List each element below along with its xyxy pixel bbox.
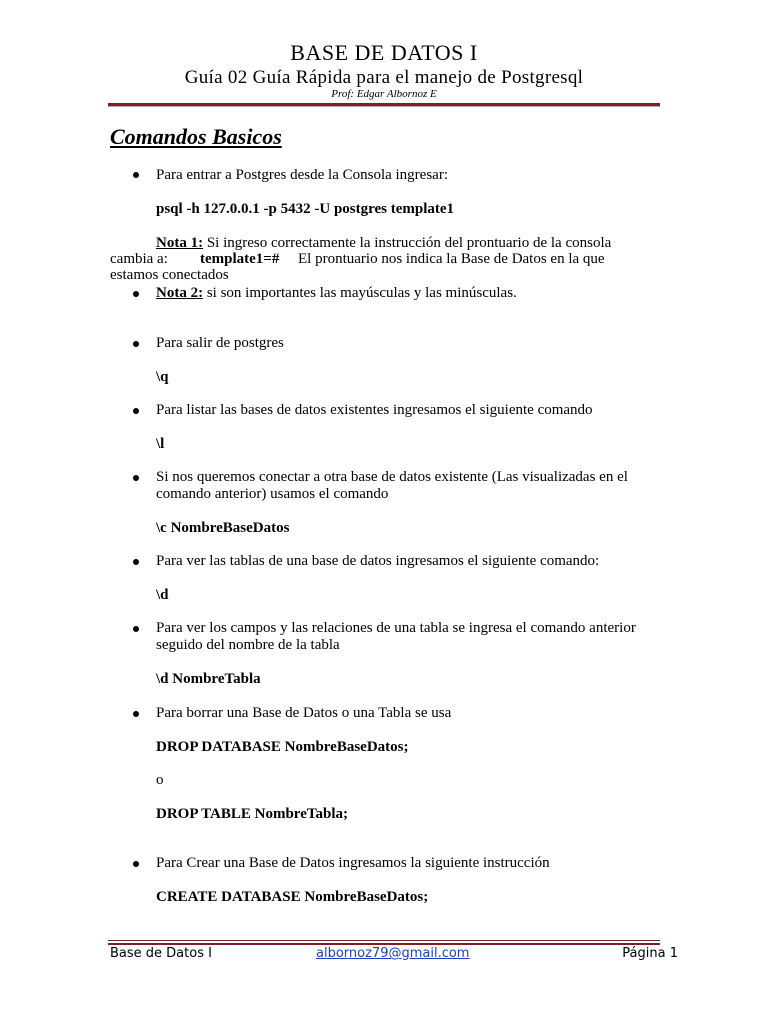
bullet: [133, 172, 139, 178]
item-salir: Para salir de postgres: [156, 335, 284, 351]
item-borrar: Para borrar una Base de Datos o una Tabla se usa: [156, 705, 452, 721]
professor-name: Prof: Edgar Albornoz E: [331, 88, 437, 100]
item-or: o: [156, 772, 164, 788]
item-conectar-line2: comando anterior) usamos el comando: [156, 486, 389, 502]
nota2: [156, 285, 517, 302]
item-campos-line1: Para ver los campos y las relaciones de una tabla se ingresa el comando anterior: [156, 620, 636, 636]
item-entrar: Para entrar a Postgres desde la Consola ingresar:: [156, 167, 448, 183]
command-list: \l: [156, 436, 165, 452]
footer-page-number: Página 1: [622, 946, 678, 961]
command-psql: psql -h 127.0.0.1 -p 5432 -U postgres template1: [156, 201, 455, 217]
bullet: [133, 559, 139, 565]
nota2-text: si son importantes las mayúsculas y las minúsculas.: [203, 285, 517, 301]
section-title: Comandos Basicos: [110, 124, 282, 149]
bullet: [133, 408, 139, 414]
nota1-line2b: El prontuario nos indica la Base de Datos en la que: [298, 251, 605, 267]
nota1-line1: [156, 235, 611, 252]
command-describe: \d: [156, 587, 169, 603]
bullet: [133, 341, 139, 347]
bullet: [133, 626, 139, 632]
bullet: [133, 861, 139, 867]
command-quit: \q: [156, 369, 169, 385]
nota2-label: Nota 2:: [156, 285, 204, 301]
command-drop-database: DROP DATABASE NombreBaseDatos;: [156, 739, 409, 755]
nota1-text: Si ingreso correctamente la instrucción del prontuario de la consola: [203, 235, 612, 251]
document-subtitle: Guía 02 Guía Rápida para el manejo de Postgresql: [184, 67, 584, 88]
nota1-prompt: template1=#: [200, 251, 280, 267]
nota1-line3: estamos conectados: [110, 267, 229, 283]
bullet: [133, 711, 139, 717]
command-connect: \c NombreBaseDatos: [156, 520, 290, 536]
item-conectar-line1: Si nos queremos conectar a otra base de datos existente (Las visualizadas en el: [156, 469, 628, 485]
item-campos-line2: seguido del nombre de la tabla: [156, 637, 340, 653]
footer-rule: [108, 940, 660, 941]
nota1-label: Nota 1:: [156, 235, 204, 251]
bullet: [133, 291, 139, 297]
item-tablas: Para ver las tablas de una base de datos ingresamos el siguiente comando:: [156, 553, 600, 569]
header-rule: [108, 103, 660, 107]
item-listar: Para listar las bases de datos existentes ingresamos el siguiente comando: [156, 402, 593, 418]
nota1-line2a: cambia a:: [110, 251, 168, 267]
bullet: [133, 475, 139, 481]
item-crear: Para Crear una Base de Datos ingresamos la siguiente instrucción: [156, 855, 550, 871]
command-create-database: CREATE DATABASE NombreBaseDatos;: [156, 889, 429, 905]
footer-course: Base de Datos I: [110, 946, 212, 961]
command-describe-table: \d NombreTabla: [156, 671, 261, 687]
command-drop-table: DROP TABLE NombreTabla;: [156, 806, 348, 822]
footer-email-link[interactable]: albornoz79@gmail.com: [316, 946, 470, 961]
footer-rule-thick: [108, 943, 660, 945]
document-title: BASE DE DATOS I: [290, 40, 478, 65]
